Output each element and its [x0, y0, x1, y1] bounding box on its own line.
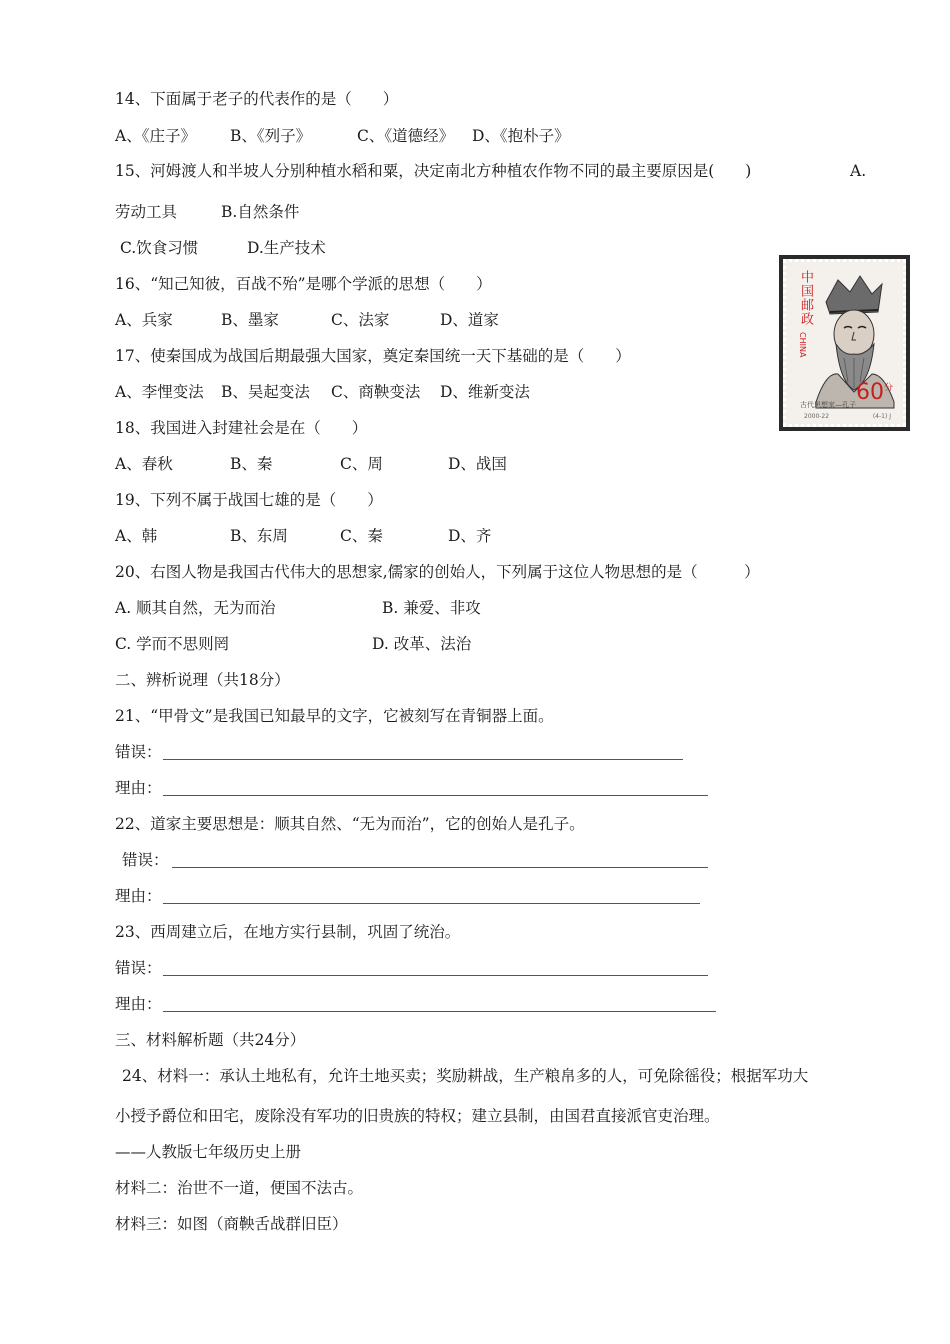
- q15-stem: 15、河姆渡人和半坡人分别种植水稻和粟，决定南北方种植农作物不同的最主要原因是( ): [115, 162, 752, 180]
- q21-error-label: 错误：: [115, 743, 162, 761]
- q19-option-d: D、齐: [448, 527, 492, 545]
- q23-reason-blank[interactable]: [163, 1011, 716, 1012]
- stamp-latin-text: CHINA: [798, 332, 807, 358]
- q17-option-a: A、李悝变法: [115, 383, 204, 401]
- q23-error-label: 错误：: [115, 959, 162, 977]
- q14-option-d: D、《抱朴子》: [472, 127, 570, 145]
- q17-option-c: C、商鞅变法: [331, 383, 421, 401]
- q16-option-b: B、墨家: [221, 311, 279, 329]
- q14-option-b: B、《列子》: [230, 127, 312, 145]
- q20-option-a: A. 顺其自然，无为而治: [115, 599, 276, 617]
- q22-reason-blank[interactable]: [163, 903, 700, 904]
- q22-reason-label: 理由：: [115, 887, 162, 905]
- q14-option-a: A、《庄子》: [115, 127, 196, 145]
- q24-material-2: 材料二：治世不一道，便国不法古。: [115, 1179, 364, 1197]
- section-3-heading: 三、材料解析题（共24分）: [115, 1031, 306, 1049]
- q15-option-a-label: A.: [850, 162, 867, 180]
- q21-reason-label: 理由：: [115, 779, 162, 797]
- q20-option-d: D. 改革、法治: [372, 635, 472, 653]
- q16-option-d: D、道家: [440, 311, 499, 329]
- q22-error-blank[interactable]: [172, 867, 708, 868]
- q17-stem: 17、使秦国成为战国后期最强大国家，奠定秦国统一天下基础的是（ ）: [115, 347, 631, 365]
- q24-material-1-line-2: 小授予爵位和田宅，废除没有军功的旧贵族的特权；建立县制，由国君直接派官吏治理。: [115, 1107, 720, 1125]
- q20-option-c: C. 学而不思则罔: [115, 635, 230, 653]
- stamp-code: 2000-22: [804, 413, 830, 420]
- confucius-stamp-image: [779, 255, 910, 431]
- q19-option-c: C、秦: [340, 527, 383, 545]
- q15-option-a: 劳动工具: [115, 203, 178, 221]
- q16-option-c: C、法家: [331, 311, 390, 329]
- q24-source: ——人教版七年级历史上册: [115, 1143, 302, 1161]
- stamp-caption: 古代思想家—孔子: [800, 401, 856, 409]
- q18-option-a: A、春秋: [115, 455, 173, 473]
- q22-stem: 22、道家主要思想是：顺其自然、“无为而治”，它的创始人是孔子。: [115, 815, 585, 833]
- q19-option-a: A、韩: [115, 527, 158, 545]
- q22-error-label: 错误：: [122, 851, 169, 869]
- q24-material-3: 材料三：如图（商鞅舌战群旧臣）: [115, 1215, 348, 1233]
- q17-option-b: B、吴起变法: [221, 383, 310, 401]
- q17-option-d: D、维新变法: [440, 383, 530, 401]
- q19-stem: 19、下列不属于战国七雄的是（ ）: [115, 491, 383, 509]
- q14-option-c: C、《道德经》: [357, 127, 455, 145]
- q24-material-1-line-1: 24、材料一：承认土地私有，允许土地买卖；奖励耕战，生产粮帛多的人，可免除徭役；根据军功大: [122, 1067, 809, 1085]
- q18-option-b: B、秦: [230, 455, 273, 473]
- stamp-value: $60^分$: [855, 380, 893, 405]
- q14-stem: 14、下面属于老子的代表作的是（ ）: [115, 90, 399, 108]
- stamp-country-text: 中国邮政: [798, 270, 813, 326]
- q21-stem: 21、“甲骨文”是我国已知最早的文字，它被刻写在青铜器上面。: [115, 707, 554, 725]
- q18-stem: 18、我国进入封建社会是在（ ）: [115, 419, 368, 437]
- q19-option-b: B、东周: [230, 527, 288, 545]
- stamp-code-2: (4-1) J: [872, 413, 891, 420]
- q16-stem: 16、“知己知彼，百战不殆”是哪个学派的思想（ ）: [115, 275, 492, 293]
- q15-option-b: B.自然条件: [221, 203, 300, 221]
- q15-option-c: C.饮食习惯: [120, 239, 199, 257]
- q18-option-d: D、战国: [448, 455, 507, 473]
- section-2-heading: 二、辨析说理（共18分）: [115, 671, 290, 689]
- q20-stem: 20、右图人物是我国古代伟大的思想家,儒家的创始人，下列属于这位人物思想的是（ ）: [115, 563, 760, 581]
- q18-option-c: C、周: [340, 455, 383, 473]
- q16-option-a: A、兵家: [115, 311, 173, 329]
- q15-option-d: D.生产技术: [247, 239, 326, 257]
- q21-error-blank[interactable]: [163, 759, 683, 760]
- q23-reason-label: 理由：: [115, 995, 162, 1013]
- q23-error-blank[interactable]: [163, 975, 708, 976]
- q23-stem: 23、西周建立后，在地方实行县制，巩固了统治。: [115, 923, 461, 941]
- q21-reason-blank[interactable]: [163, 795, 708, 796]
- q20-option-b: B. 兼爱、非攻: [382, 599, 481, 617]
